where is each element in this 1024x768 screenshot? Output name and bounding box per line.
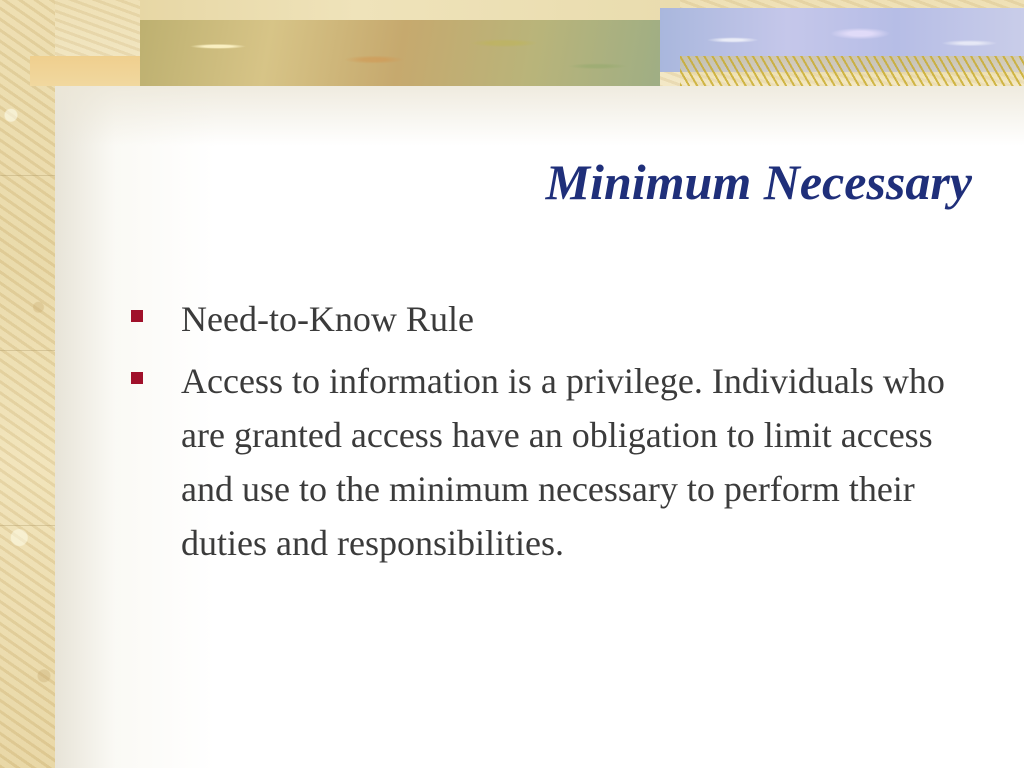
banner-parchment-strip bbox=[140, 0, 680, 22]
parchment-seam bbox=[0, 175, 55, 176]
parchment-seam bbox=[0, 525, 55, 526]
square-bullet-icon bbox=[131, 310, 143, 322]
parchment-seam bbox=[0, 350, 55, 351]
square-bullet-icon bbox=[131, 372, 143, 384]
banner-warm-accent bbox=[30, 56, 140, 86]
list-item bbox=[126, 354, 986, 570]
slide-title: Minimum Necessary bbox=[545, 154, 972, 210]
bullet-text: Access to information is a privilege. Individuals who are granted access have an obligation to limit access and use to the minimum necessary to perform their duties and responsibilities. bbox=[181, 361, 945, 563]
autumn-leaves-image bbox=[140, 20, 660, 86]
golden-grass-image bbox=[680, 56, 1024, 86]
content-top-shadow bbox=[55, 86, 1024, 146]
bullet-list bbox=[126, 292, 986, 578]
bullet-text: Need-to-Know Rule bbox=[181, 299, 474, 339]
list-item bbox=[126, 292, 986, 346]
parchment-left-border bbox=[0, 0, 55, 768]
